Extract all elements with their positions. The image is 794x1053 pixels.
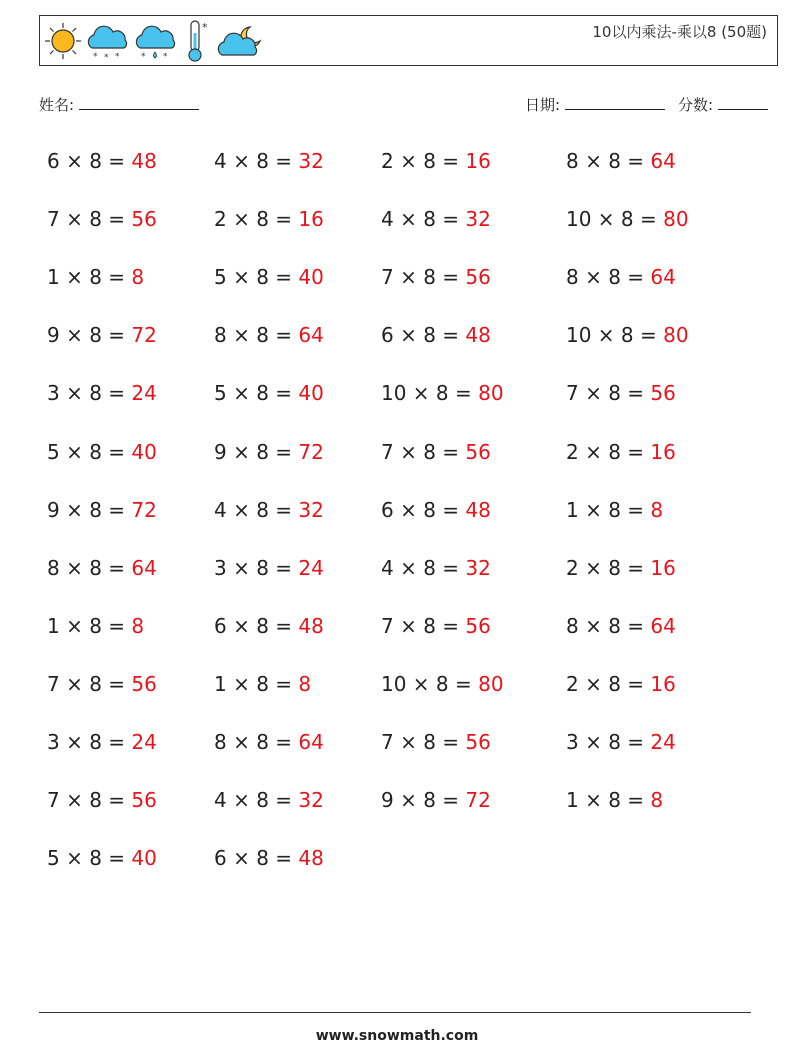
problem-question: 6 × 8 = [381, 323, 466, 348]
problem-answer: 24 [131, 730, 157, 754]
problem-answer: 24 [650, 730, 676, 754]
problem-answer: 48 [465, 323, 491, 348]
problem-answer: 56 [131, 788, 157, 813]
problem-answer: 48 [131, 149, 157, 173]
problem-item [47, 498, 157, 522]
problem-item [381, 149, 491, 173]
problem-answer: 32 [298, 788, 324, 813]
footer-url: www.snowmath.com [315, 1028, 479, 1044]
svg-text:*: * [93, 52, 98, 61]
problem-item [47, 381, 157, 405]
problem-answer: 16 [650, 439, 676, 464]
svg-text:*: * [104, 53, 109, 61]
problem-item [47, 846, 157, 870]
problem-answer: 80 [478, 381, 504, 406]
problem-question: 3 × 8 = [47, 381, 132, 406]
problem-question: 10 × 8 = [566, 207, 664, 232]
problem-question: 1 × 8 = [47, 613, 132, 638]
problem-question: 5 × 8 = [47, 846, 132, 871]
problem-item [214, 381, 324, 405]
problem-answer: 80 [663, 207, 689, 232]
problem-question: 5 × 8 = [214, 381, 299, 406]
problem-item [566, 614, 676, 638]
problem-question: 9 × 8 = [214, 439, 299, 464]
problem-answer: 8 [298, 671, 312, 696]
problem-item [566, 556, 676, 580]
problem-answer: 32 [465, 555, 491, 580]
svg-text:*: * [163, 52, 168, 61]
problem-item [47, 440, 157, 464]
problem-item [566, 149, 676, 173]
problem-question: 10 × 8 = [381, 671, 479, 696]
problem-answer: 40 [298, 381, 324, 406]
problem-question: 7 × 8 = [566, 381, 651, 406]
problem-question: 4 × 8 = [214, 788, 299, 813]
problem-question: 8 × 8 = [214, 730, 299, 754]
problem-answer: 24 [131, 381, 157, 406]
problem-item [566, 207, 689, 231]
problem-question: 6 × 8 = [214, 613, 299, 638]
problem-answer: 16 [650, 671, 676, 696]
problem-item [214, 614, 324, 638]
problem-question: 4 × 8 = [381, 555, 466, 580]
problem-item [47, 149, 157, 173]
problem-answer: 8 [131, 265, 145, 290]
problem-item [214, 672, 311, 696]
problem-question: 4 × 8 = [214, 497, 299, 522]
problem-item [381, 323, 491, 347]
problem-answer: 56 [465, 730, 491, 754]
svg-text:*: * [115, 52, 120, 61]
problem-item [214, 556, 324, 580]
problem-answer: 40 [131, 846, 157, 871]
problem-item [566, 440, 676, 464]
problem-answer: 32 [298, 497, 324, 522]
problem-question: 8 × 8 = [566, 149, 651, 173]
problem-answer: 16 [465, 149, 491, 173]
problem-question: 8 × 8 = [214, 323, 299, 348]
problem-item [47, 207, 157, 231]
problem-answer: 48 [465, 497, 491, 522]
problem-item [381, 556, 491, 580]
problem-question: 6 × 8 = [381, 497, 466, 522]
problem-question: 2 × 8 = [566, 671, 651, 696]
problem-answer: 64 [298, 323, 324, 348]
problem-item [214, 788, 324, 812]
name-label: 姓名: [39, 96, 75, 114]
problem-item [566, 730, 676, 754]
problem-question: 6 × 8 = [214, 846, 299, 871]
problem-answer: 16 [298, 207, 324, 232]
problem-question: 8 × 8 = [566, 613, 651, 638]
problem-question: 8 × 8 = [566, 265, 651, 290]
problem-answer: 8 [650, 497, 664, 522]
footer-divider [39, 1012, 751, 1013]
problem-question: 7 × 8 = [381, 613, 466, 638]
problem-item [566, 788, 663, 812]
problem-question: 7 × 8 = [47, 671, 132, 696]
problem-item [381, 440, 491, 464]
problem-answer: 64 [650, 149, 676, 173]
problem-item [214, 440, 324, 464]
problem-item [381, 614, 491, 638]
problem-item [214, 265, 324, 289]
problem-question: 6 × 8 = [47, 149, 132, 173]
problem-question: 10 × 8 = [381, 381, 479, 406]
problem-answer: 80 [478, 671, 504, 696]
problem-question: 1 × 8 = [566, 497, 651, 522]
problem-question: 1 × 8 = [566, 788, 651, 813]
problem-item [47, 730, 157, 754]
problem-item [214, 730, 324, 754]
problem-question: 2 × 8 = [381, 149, 466, 173]
problem-item [381, 265, 491, 289]
problem-answer: 40 [298, 265, 324, 290]
problem-item [47, 323, 157, 347]
problem-question: 4 × 8 = [381, 207, 466, 232]
problem-question: 7 × 8 = [47, 788, 132, 813]
problem-item [214, 323, 324, 347]
problem-item [214, 846, 324, 870]
problem-question: 2 × 8 = [214, 207, 299, 232]
problem-item [214, 207, 324, 231]
problem-answer: 72 [465, 788, 491, 813]
problem-item [566, 672, 676, 696]
problem-question: 9 × 8 = [381, 788, 466, 813]
problem-answer: 16 [650, 555, 676, 580]
problem-question: 1 × 8 = [214, 671, 299, 696]
problem-answer: 72 [131, 323, 157, 348]
problem-item [381, 672, 504, 696]
date-label: 日期: [525, 96, 561, 114]
problem-answer: 72 [298, 439, 324, 464]
problem-item [381, 381, 504, 405]
worksheet-title: 10以内乘法-乘以8 (50题) [592, 23, 767, 41]
problem-item [47, 614, 144, 638]
problem-item [47, 672, 157, 696]
problem-question: 2 × 8 = [566, 439, 651, 464]
problem-item [214, 498, 324, 522]
problem-question: 9 × 8 = [47, 497, 132, 522]
problem-item [381, 498, 491, 522]
problem-answer: 64 [650, 265, 676, 290]
problem-answer: 80 [663, 323, 689, 348]
problem-question: 5 × 8 = [47, 439, 132, 464]
problem-question: 3 × 8 = [47, 730, 132, 754]
problem-item [566, 381, 676, 405]
problem-answer: 56 [465, 265, 491, 290]
problem-item [381, 207, 491, 231]
problem-question: 4 × 8 = [214, 149, 299, 173]
problem-question: 9 × 8 = [47, 323, 132, 348]
problem-item [47, 788, 157, 812]
problem-question: 7 × 8 = [47, 207, 132, 232]
problem-question: 2 × 8 = [566, 555, 651, 580]
problem-answer: 48 [298, 846, 324, 871]
problem-answer: 56 [650, 381, 676, 406]
svg-text:*: * [202, 21, 208, 34]
problem-answer: 32 [298, 149, 324, 173]
problem-question: 1 × 8 = [47, 265, 132, 290]
problem-question: 5 × 8 = [214, 265, 299, 290]
problem-item [566, 498, 663, 522]
problem-answer: 8 [131, 613, 145, 638]
problem-answer: 72 [131, 497, 157, 522]
problem-answer: 64 [650, 613, 676, 638]
problem-item [47, 556, 157, 580]
problem-answer: 8 [650, 788, 664, 813]
problem-answer: 40 [131, 439, 157, 464]
problem-question: 3 × 8 = [566, 730, 651, 754]
score-label: 分数: [678, 96, 714, 114]
problem-question: 8 × 8 = [47, 555, 132, 580]
problem-item [381, 730, 491, 754]
problem-answer: 64 [131, 555, 157, 580]
problem-answer: 48 [298, 613, 324, 638]
problem-item [214, 149, 324, 173]
problem-question: 7 × 8 = [381, 730, 466, 754]
problem-answer: 56 [131, 207, 157, 232]
problem-answer: 32 [465, 207, 491, 232]
problem-item [381, 788, 491, 812]
problem-question: 10 × 8 = [566, 323, 664, 348]
problem-item [566, 265, 676, 289]
problem-answer: 64 [298, 730, 324, 754]
problem-question: 7 × 8 = [381, 439, 466, 464]
problem-answer: 56 [465, 613, 491, 638]
problem-answer: 56 [131, 671, 157, 696]
svg-text:*: * [141, 52, 146, 61]
problem-answer: 56 [465, 439, 491, 464]
problem-question: 7 × 8 = [381, 265, 466, 290]
problem-item [47, 265, 144, 289]
problem-question: 3 × 8 = [214, 555, 299, 580]
problem-answer: 24 [298, 555, 324, 580]
problem-item [566, 323, 689, 347]
